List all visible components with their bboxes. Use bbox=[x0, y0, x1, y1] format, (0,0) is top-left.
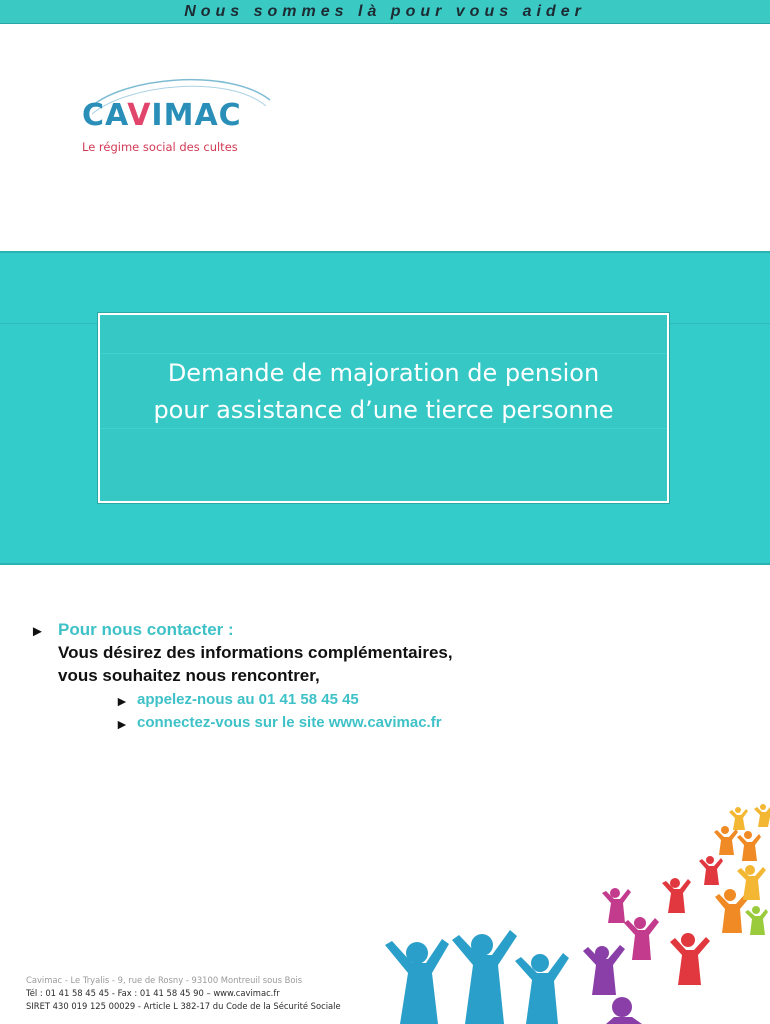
footer-line-3: SIRET 430 019 125 00029 - Article L 382-17 du Code de la Sécurité Sociale bbox=[26, 1001, 341, 1011]
document-title bbox=[100, 355, 667, 429]
arrow-right-icon: ► bbox=[115, 693, 129, 709]
top-banner bbox=[0, 0, 770, 24]
footer-line-2: Tél : 01 41 58 45 45 - Fax : 01 41 58 45 90 – www.cavimac.fr bbox=[26, 988, 280, 998]
arrow-right-icon: ► bbox=[30, 623, 45, 640]
title-band bbox=[0, 251, 770, 565]
banner-slogan: Nous sommes là pour vous aider bbox=[184, 2, 586, 20]
arrow-right-icon: ► bbox=[115, 716, 129, 732]
footer-line-1: Cavimac - Le Tryalis - 9, rue de Rosny - 93100 Montreuil sous Bois bbox=[26, 975, 303, 985]
logo-wordmark: CAVIMAC bbox=[82, 98, 242, 133]
logo-tagline: Le régime social des cultes bbox=[82, 140, 238, 154]
website-link[interactable]: connectez-vous sur le site www.cavimac.fr bbox=[137, 714, 442, 731]
contact-line-1: Vous désirez des informations complémentaires, bbox=[58, 643, 453, 662]
footer-address bbox=[26, 974, 406, 1013]
cavimac-logo bbox=[78, 72, 278, 162]
contact-heading: Pour nous contacter : bbox=[58, 620, 234, 639]
contact-line-2: vous souhaitez nous rencontrer, bbox=[58, 666, 320, 685]
title-line-2: pour assistance d’une tierce personne bbox=[153, 396, 614, 424]
title-line-1: Demande de majoration de pension bbox=[167, 359, 600, 387]
phone-link[interactable]: appelez-nous au 01 41 58 45 45 bbox=[137, 691, 359, 708]
contact-section bbox=[30, 620, 650, 735]
title-box bbox=[98, 313, 669, 503]
people-figures-illustration bbox=[370, 795, 770, 1024]
